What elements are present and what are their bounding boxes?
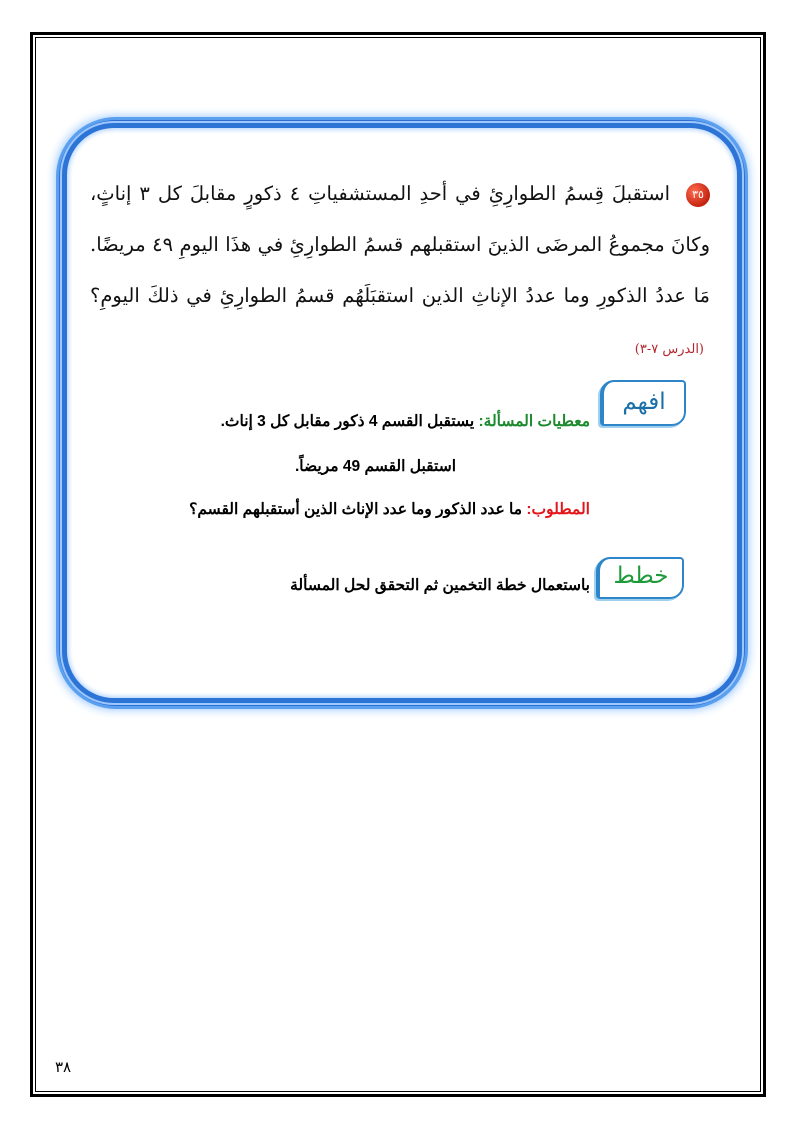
plan-text: باستعمال خطة التخمين ثم التحقق لحل المسألة [290,577,590,594]
understand-tag: افهم [600,380,686,426]
required-line [189,500,590,519]
page-number: ٣٨ [55,1058,72,1076]
given-label: معطيات المسألة: [478,413,590,430]
question-number-badge: ٣٥ [686,183,710,207]
given-text-1: يستقبل القسم 4 ذكور مقابل كل 3 إناث. [220,413,475,430]
question-text-block [90,168,710,375]
lesson-reference: (الدرس ٧-٣) [634,342,704,357]
given-line-2: استقبل القسم 49 مريضاً. [294,458,456,475]
plan-tag: خطط [596,557,684,599]
given-line-1 [221,412,590,431]
required-label: المطلوب: [526,501,590,518]
question-text: استقبلَ قِسمُ الطوارِئِ في أحدِ المستشفياتِ ٤ ذكورٍ مقابلَ كل ٣ إناثٍ، وكانَ مجموعُ المرضَى الذينَ استقبلهم قسمُ الطوارِئِ في هذَا اليومِ ٤٩ مريضًا. مَا عددُ الذكورِ وما عددُ الإناثِ الذين استقبَلَهُم قسمُ الطوارِئِ في ذلكَ اليومِ؟ [90,182,710,307]
required-text: ما عدد الذكور وما عدد الإناث الذين أستقبلهم القسم؟ [189,501,523,518]
